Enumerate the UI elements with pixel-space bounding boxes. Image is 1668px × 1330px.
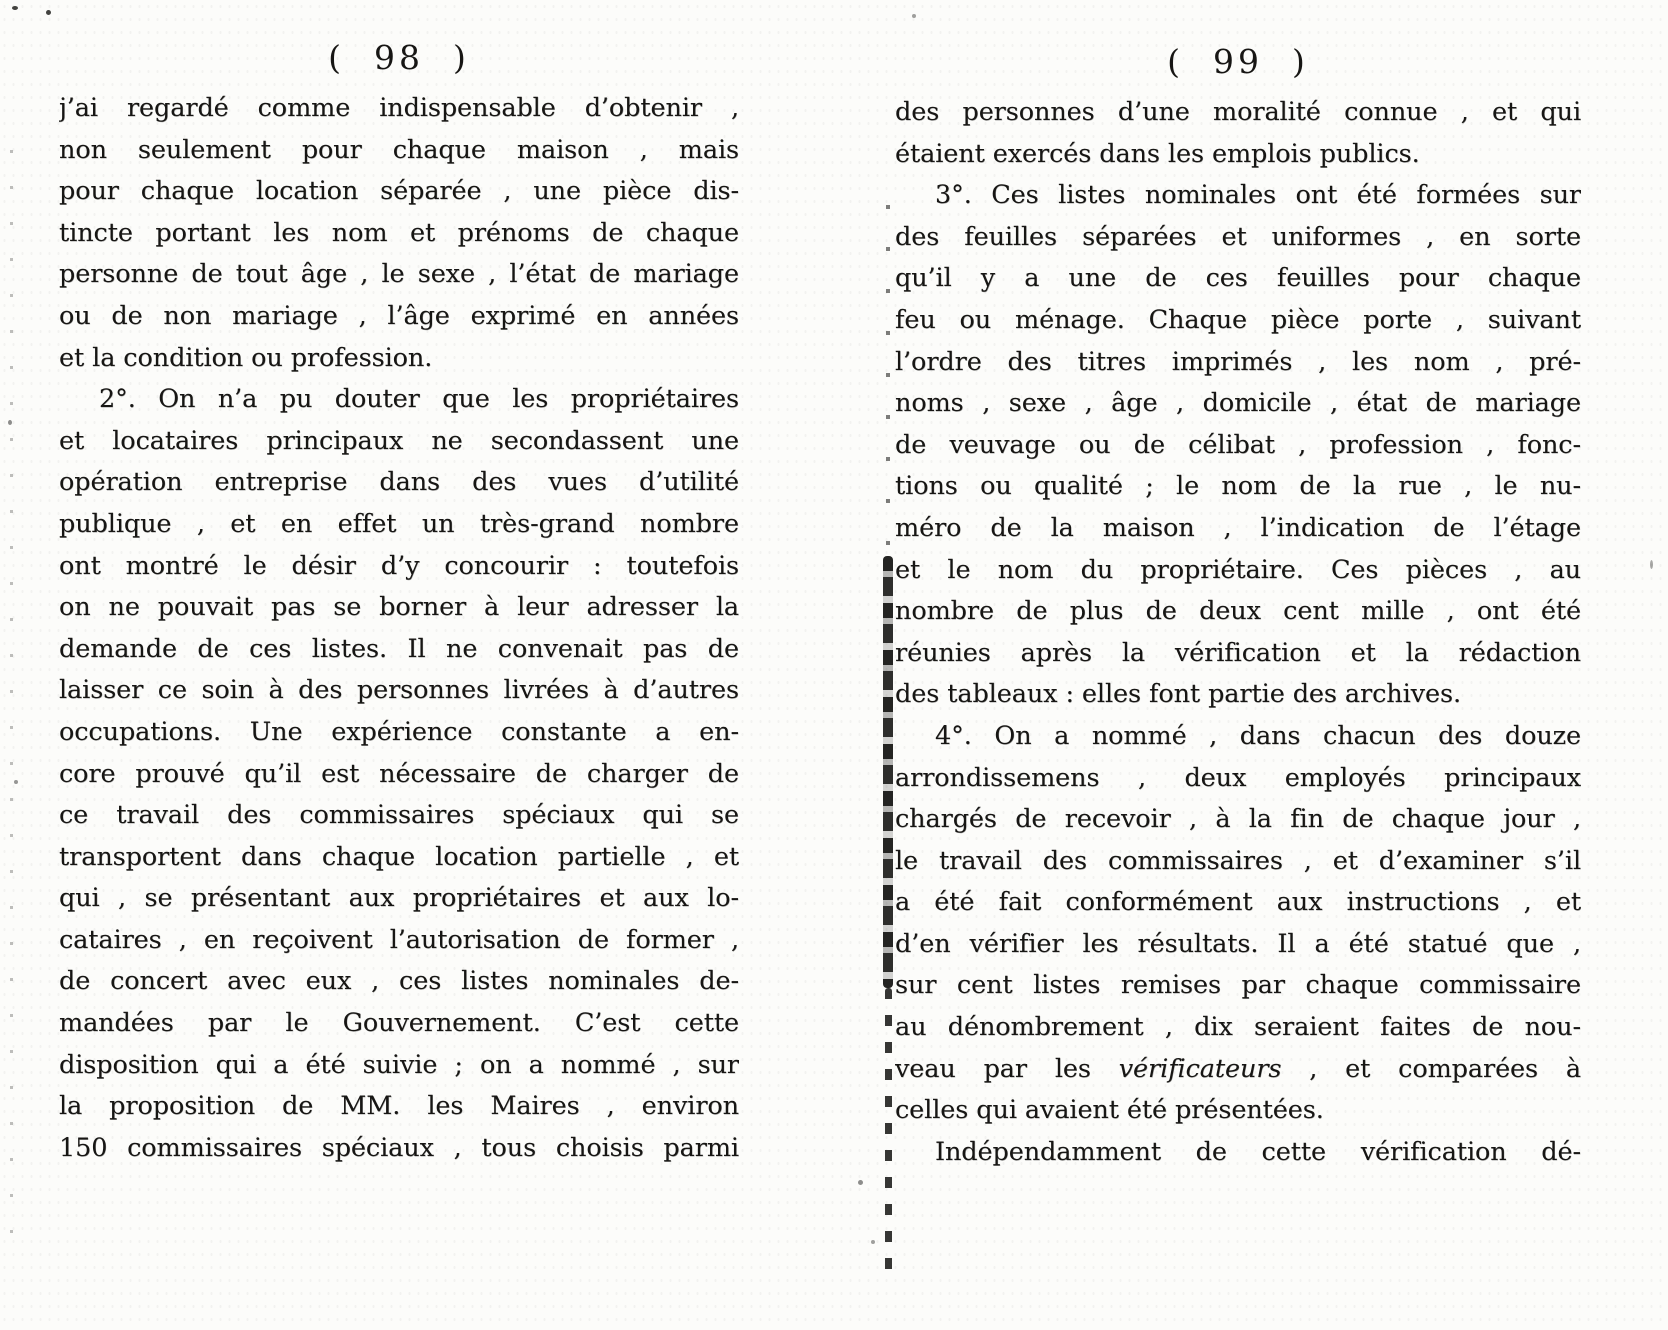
text-line: qui , se présentant aux propriétaires et aux lo- [59, 883, 739, 914]
text-line: opération entreprise dans des vues d’utilité [59, 467, 739, 498]
text-line: d’en vérifier les résultats. Il a été statué que , [895, 928, 1581, 959]
text-line: de concert avec eux , ces listes nominales de- [59, 966, 739, 997]
scan-speck-artifact [871, 1240, 875, 1244]
text-line: des tableaux : elles font partie des archives. [895, 679, 1461, 710]
text-line: chargés de recevoir , à la fin de chaque jour , [895, 804, 1581, 835]
text-line: sur cent listes remises par chaque commissaire [895, 970, 1581, 1001]
text-line: transportent dans chaque location partielle , et [59, 841, 739, 872]
text-line: feu ou ménage. Chaque pièce porte , suivant [895, 304, 1581, 335]
text-line: des personnes d’une moralité connue , et qui [895, 97, 1581, 127]
text-line: on ne pouvait pas se borner à leur adresser la [59, 592, 739, 623]
scan-speck-artifact [12, 6, 18, 10]
scan-speck-artifact [8, 420, 12, 425]
text-line: disposition qui a été suivie ; on a nommé , sur [59, 1049, 739, 1080]
text-line: j’ai regardé comme indispensable d’obtenir , [59, 93, 739, 123]
binding-edge-artifact [885, 988, 892, 1278]
text-line: nombre de plus de deux cent mille , ont été [895, 596, 1581, 627]
scan-speck-artifact [1650, 560, 1653, 569]
text-line: arrondissemens , deux employés principaux [895, 762, 1581, 793]
text-line: réunies après la vérification et la rédaction [895, 637, 1581, 668]
text-line: noms , sexe , âge , domicile , état de mariage [895, 388, 1581, 419]
text-line: 150 commissaires spéciaux , tous choisis parmi [59, 1132, 739, 1163]
text-line: personne de tout âge , le sexe , l’état de mariage [59, 259, 739, 290]
text-line: et le nom du propriétaire. Ces pièces , au [895, 554, 1581, 585]
text-line: au dénombrement , dix seraient faites de nou- [895, 1012, 1581, 1043]
page-number-left: ( 98 ) [328, 38, 470, 77]
page-right [895, 0, 1581, 1173]
text-line: 3°. Ces listes nominales ont été formées sur [935, 180, 1581, 211]
text-line: le travail des commissaires , et d’examiner s’il [895, 845, 1581, 876]
text-line: occupations. Une expérience constante a en- [59, 716, 739, 747]
page-right-text [895, 92, 1581, 1173]
text-line: et la condition ou profession. [59, 342, 433, 373]
scan-speck-artifact [14, 780, 18, 784]
text-line: pour chaque location séparée , une pièce dis- [59, 176, 739, 207]
text-line: non seulement pour chaque maison , mais [59, 134, 739, 165]
text-line: celles qui avaient été présentées. [895, 1095, 1324, 1126]
text-line: ont montré le désir d’y concourir : toutefois [59, 550, 739, 581]
text-line: cataires , en reçoivent l’autorisation de former , [59, 924, 739, 955]
text-line: l’ordre des titres imprimés , les nom , pré- [895, 346, 1581, 377]
text-line: et locataires principaux ne secondassent une [59, 425, 739, 456]
text-line: a été fait conformément aux instructions , et [895, 887, 1581, 918]
text-line: publique , et en effet un très-grand nombre [59, 508, 739, 539]
text-line: des feuilles séparées et uniformes , en sorte [895, 221, 1581, 252]
text-line: tincte portant les nom et prénoms de chaque [59, 217, 739, 248]
scan-speck-artifact [858, 1180, 863, 1185]
text-line: laisser ce soin à des personnes livrées à d’autres [59, 675, 739, 706]
text-line: étaient exercés dans les emplois publics. [895, 138, 1420, 169]
binding-edge-artifact [883, 556, 893, 988]
page-number-right: ( 99 ) [1167, 42, 1309, 81]
text-line: de veuvage ou de célibat , profession , fonc- [895, 429, 1581, 460]
page-left-text [59, 88, 739, 1169]
margin-specks-artifact [10, 150, 13, 1260]
text-line: 4°. On a nommé , dans chacun des douze [935, 720, 1581, 751]
text-line: mandées par le Gouvernement. C’est cette [59, 1008, 739, 1039]
text-line: qu’il y a une de ces feuilles pour chaque [895, 263, 1581, 294]
text-line: ce travail des commissaires spéciaux qui se [59, 800, 739, 831]
binding-edge-artifact [886, 205, 890, 550]
text-line: veau par les vérificateurs , et comparées à [895, 1053, 1581, 1084]
text-line: core prouvé qu’il est nécessaire de charger de [59, 758, 739, 789]
scan-speck-artifact [46, 10, 51, 15]
page-left [59, 0, 739, 1169]
text-line: 2°. On n’a pu douter que les propriétaires [99, 384, 739, 415]
text-line: Indépendamment de cette vérification dé- [935, 1136, 1581, 1167]
text-line: tions ou qualité ; le nom de la rue , le nu- [895, 471, 1581, 502]
text-line: demande de ces listes. Il ne convenait pas de [59, 633, 739, 664]
text-line: ou de non mariage , l’âge exprimé en années [59, 300, 739, 331]
text-line: la proposition de MM. les Maires , environ [59, 1091, 739, 1122]
text-line: méro de la maison , l’indication de l’étage [895, 512, 1581, 543]
